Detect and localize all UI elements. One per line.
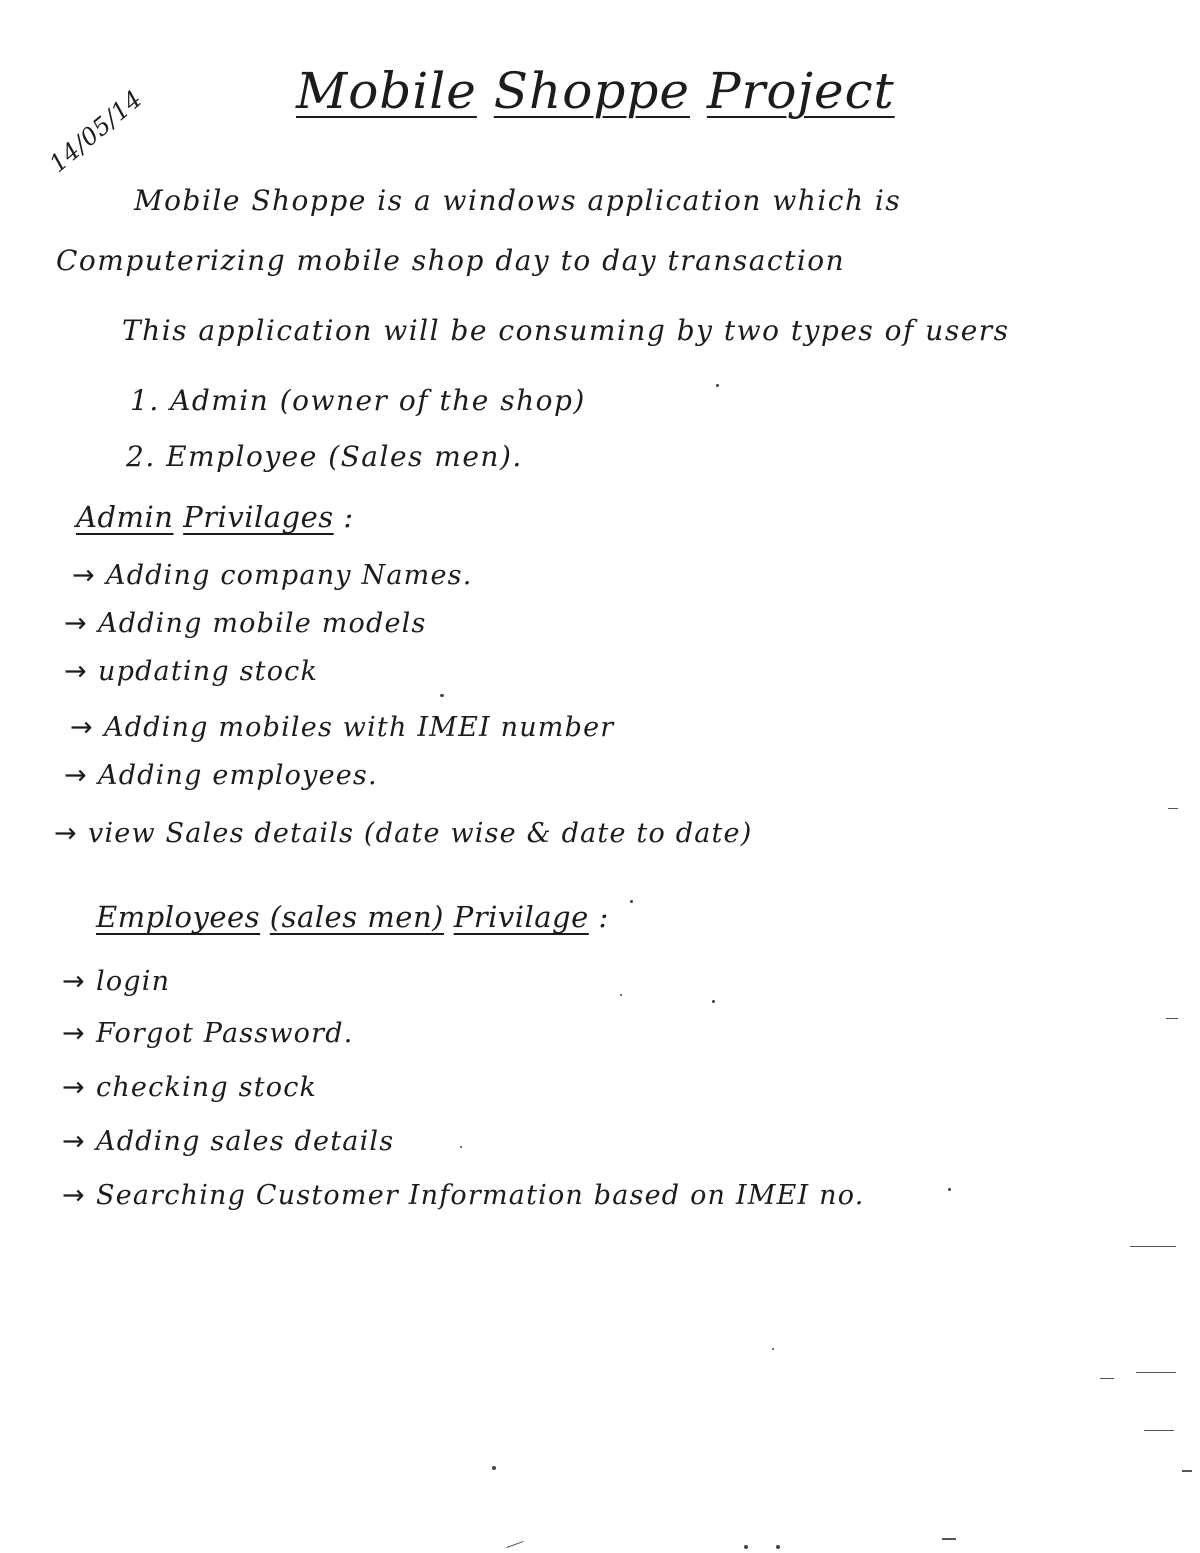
user-type-employee: 2. Employee (Sales men).: [126, 440, 523, 473]
scan-edge-mark: [1166, 1018, 1178, 1019]
employee-item: [62, 1126, 394, 1157]
employee-heading-word-3: Privilage: [453, 900, 589, 934]
arrow-icon: →: [64, 608, 88, 639]
scan-edge-mark: [942, 1538, 956, 1540]
scan-speck: [440, 694, 444, 697]
scan-speck: [716, 384, 719, 387]
title-word-mobile: Mobile: [296, 62, 477, 120]
arrow-icon: →: [62, 966, 86, 997]
admin-item-text: Adding mobile models: [98, 608, 427, 639]
scan-edge-mark: [1144, 1430, 1174, 1431]
scan-speck: [772, 1348, 774, 1350]
page-title: [296, 62, 895, 120]
arrow-icon: →: [64, 760, 88, 791]
scan-speck: [948, 1188, 951, 1191]
scan-speck: [776, 1545, 780, 1549]
scan-speck: [620, 994, 622, 996]
arrow-icon: →: [62, 1072, 86, 1103]
admin-item: [64, 608, 427, 639]
admin-item: [64, 760, 378, 791]
scan-edge-mark: [1168, 808, 1178, 809]
scan-edge-mark: [506, 1541, 523, 1548]
intro-line-2: Computerizing mobile shop day to day transaction: [56, 244, 846, 277]
employee-item: [62, 966, 170, 997]
employee-item-text: login: [96, 966, 171, 997]
arrow-icon: →: [62, 1180, 86, 1211]
admin-privileges-heading: [76, 500, 354, 534]
arrow-icon: →: [54, 818, 78, 849]
title-word-project: Project: [706, 62, 895, 120]
admin-item-text: Adding company Names.: [106, 560, 473, 591]
admin-item-text: Adding mobiles with IMEI number: [104, 712, 615, 743]
employee-item: [62, 1180, 865, 1211]
employee-item-text: Forgot Password.: [96, 1018, 354, 1049]
scan-edge-mark: [1136, 1372, 1176, 1373]
admin-item-text: view Sales details (date wise & date to date): [88, 818, 753, 849]
employee-item-text: Searching Customer Information based on IMEI no.: [96, 1180, 865, 1211]
employee-item-text: Adding sales details: [96, 1126, 395, 1157]
admin-item-text: updating stock: [98, 656, 319, 687]
intro-line-3: This application will be consuming by two types of users: [122, 314, 1010, 347]
scan-edge-mark: [1100, 1378, 1114, 1379]
arrow-icon: →: [64, 656, 88, 687]
employee-item-text: checking stock: [96, 1072, 318, 1103]
scan-speck: [630, 900, 633, 903]
admin-item: [70, 712, 614, 743]
scan-speck: [492, 1466, 496, 1470]
admin-item-text: Adding employees.: [98, 760, 378, 791]
title-word-shoppe: Shoppe: [493, 62, 690, 120]
admin-heading-word-1: Admin: [76, 500, 174, 534]
admin-heading-word-2: Privilages: [183, 500, 334, 534]
admin-item: [54, 818, 752, 849]
admin-item: [64, 656, 318, 687]
admin-item: [72, 560, 472, 591]
employee-heading-colon: :: [598, 900, 609, 934]
employee-privileges-heading: [96, 900, 609, 934]
employee-item: [62, 1018, 354, 1049]
scan-speck: [460, 1146, 462, 1148]
scan-edge-mark: [1182, 1470, 1192, 1472]
scan-edge-mark: [1130, 1246, 1176, 1247]
employee-heading-word-1: Employees: [96, 900, 261, 934]
scan-speck: [712, 1000, 715, 1003]
arrow-icon: →: [62, 1018, 86, 1049]
page-date: 14/05/14: [44, 84, 148, 178]
admin-heading-colon: :: [343, 500, 354, 534]
user-type-admin: 1. Admin (owner of the shop): [130, 384, 586, 417]
arrow-icon: →: [62, 1126, 86, 1157]
employee-heading-word-2: (sales men): [269, 900, 444, 934]
employee-item: [62, 1072, 317, 1103]
intro-line-1: Mobile Shoppe is a windows application which is: [134, 184, 902, 217]
arrow-icon: →: [70, 712, 94, 743]
scan-speck: [744, 1545, 748, 1549]
arrow-icon: →: [72, 560, 96, 591]
